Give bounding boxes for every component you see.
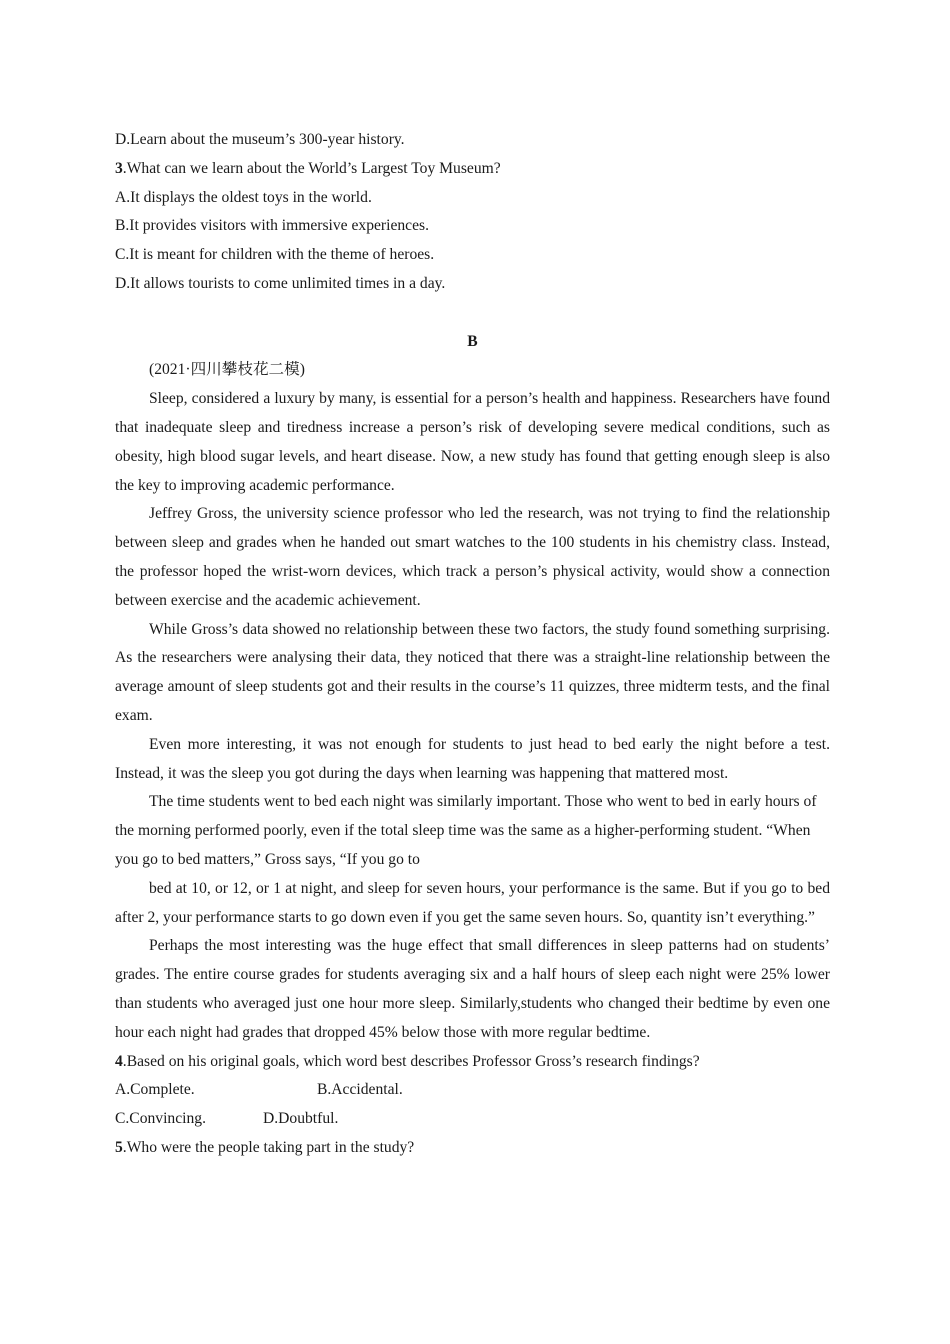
q4-option-d: D.Doubtful.: [263, 1110, 339, 1128]
q3-stem: [115, 155, 830, 184]
paragraph-7: Perhaps the most interesting was the huge effect that small differences in sleep patterns had on students’ grades. The entire course grades for students averaging six and a half hours of sleep each night were 25% lower than students who averaged just one hour more sleep. Similarly,students who changed their bedtime by even one hour each night had grades that dropped 45% below those with more regular bedtime.: [115, 937, 830, 1041]
q5-number: 5: [115, 1138, 123, 1156]
q4-number: 4: [115, 1052, 123, 1070]
q3-number: 3: [115, 159, 123, 177]
q3-option-c: C.It is meant for children with the theme of heroes.: [115, 246, 435, 264]
q5-stem-text: .Who were the people taking part in the study?: [122, 1138, 415, 1156]
q4-stem: [115, 1048, 830, 1077]
q3-option-b: B.It provides visitors with immersive experiences.: [115, 217, 429, 235]
document-page: [115, 126, 830, 1163]
paragraph-4: Even more interesting, it was not enough for students to just head to bed early the night before a test. Instead, it was the sleep you got during the days when learning was happening that mattered most.: [115, 735, 830, 782]
q3-option-d: D.It allows tourists to come unlimited times in a day.: [115, 274, 446, 292]
q4-option-a: A.Complete.: [115, 1081, 195, 1099]
paragraph-1: Sleep, considered a luxury by many, is essential for a person’s health and happiness. Researchers have found that inadequate sleep and tiredness increase a person’s risk of developing severe medical conditions, such as obesity, high blood sugar levels, and heart disease. Now, a new study has found that getting enough sleep is also the key to improving academic performance.: [115, 390, 830, 494]
paragraph-3: While Gross’s data showed no relationship between these two factors, the study found something surprising. As the researchers were analysing their data, they noticed that there was a straight-line relationship between the average amount of sleep students got and their results in the course’s 11 quizzes, three midterm tests, and the final exam.: [115, 620, 830, 724]
paragraph-5: The time students went to bed each night was similarly important. Those who went to bed in early hours of the morning performed poorly, even if the total sleep time was the same as a higher-performing student. “When you go to bed matters,” Gross says, “If you go to: [115, 793, 817, 868]
paragraph-6: bed at 10, or 12, or 1 at night, and sleep for seven hours, your performance is the same. But if you go to bed after 2, your performance starts to go down even if you get the same seven hours. So, quantity isn’t everything.”: [115, 879, 830, 926]
q4-options-row-1: [115, 1076, 830, 1105]
q3-stem-text: .What can we learn about the World’s Largest Toy Museum?: [122, 159, 501, 177]
q3-option-a: A.It displays the oldest toys in the world.: [115, 188, 372, 206]
q2-option-d: D.Learn about the museum’s 300-year history.: [115, 131, 405, 148]
q4-option-b: B.Accidental.: [317, 1081, 403, 1099]
source-note: (2021·四川攀枝花二模): [149, 361, 305, 379]
paragraph-2: Jeffrey Gross, the university science professor who led the research, was not trying to find the relationship between sleep and grades when he handed out smart watches to the 100 students in his chemistry class. Instead, the professor hoped the wrist-worn devices, which track a person’s physical activity, would show a connection between exercise and the academic achievement.: [115, 505, 830, 609]
spacer: [115, 299, 830, 328]
q4-option-c: C.Convincing.: [115, 1110, 206, 1128]
q4-stem-text: .Based on his original goals, which word best describes Professor Gross’s research findings?: [122, 1052, 700, 1070]
section-heading: B: [467, 332, 478, 350]
q4-options-row-2: [115, 1105, 830, 1134]
q5-stem: [115, 1134, 830, 1163]
